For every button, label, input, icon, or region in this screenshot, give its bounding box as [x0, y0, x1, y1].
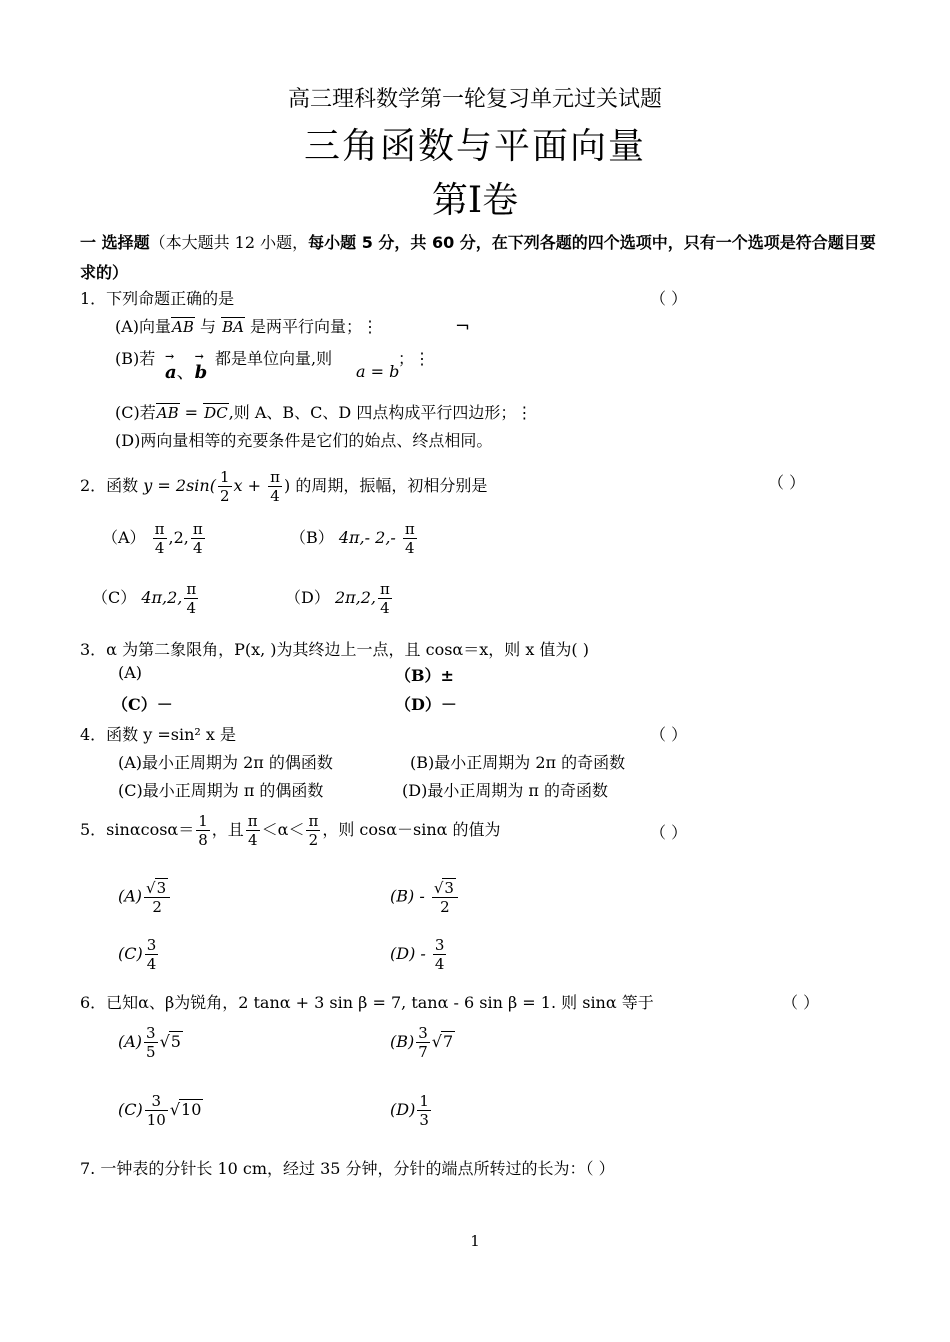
q5-n3: π: [308, 812, 319, 830]
q2-frac-1-d: 2: [219, 487, 230, 505]
q5-pre: 5．sinαcosα＝: [80, 820, 195, 839]
question-4-option-a: (A)最小正周期为 2π 的偶函数: [118, 753, 333, 772]
question-6-option-a: (A) $\frac{3}{5}$ √5: [118, 1024, 181, 1061]
question-5-bracket: （ ）: [650, 823, 688, 842]
q6b-d: 7: [418, 1043, 428, 1061]
question-6-stem: 6．已知α、β为锐角，2 tanα + 3 sin β = 7, tanα - 6 sin β = 1. 则 sinα 等于: [80, 993, 654, 1012]
q5d-frac: [433, 936, 447, 973]
q2-func-a: y = 2sin(: [143, 476, 216, 495]
q6b-n: 3: [418, 1024, 428, 1042]
question-5-option-b: [390, 878, 460, 916]
q6d-d: 3: [419, 1111, 429, 1129]
q2c-text: 4π,2,: [141, 588, 183, 607]
question-2-stem: [80, 468, 487, 505]
q2c-n: π: [186, 580, 197, 598]
q6d-n: 1: [419, 1092, 429, 1110]
q2a-n2: π: [192, 520, 203, 538]
q2a-d2: 4: [193, 539, 203, 557]
q2c-d: 4: [186, 599, 197, 617]
q5a-label: (A): [118, 886, 143, 906]
question-1-mark: ¬: [455, 316, 471, 337]
question-1-option-b-relation: a = b: [356, 362, 400, 381]
question-6-option-b: (B) $\frac{3}{7}$ √7: [390, 1024, 454, 1061]
q2a-d1: 4: [154, 539, 165, 557]
q5a-n: 3: [156, 879, 167, 897]
q5b-label: (B) -: [390, 886, 430, 906]
question-4-option-d: (D)最小正周期为 π 的奇函数: [402, 781, 609, 800]
q6b-frac: [416, 1024, 430, 1061]
q6b-root: 7: [443, 1032, 454, 1051]
q2c-frac: [184, 580, 198, 617]
q6c-frac: [145, 1092, 168, 1129]
exam-subtitle: 高三理科数学第一轮复习单元过关试题: [287, 87, 662, 112]
q2b-label: （B）: [290, 528, 334, 547]
question-1-option-b-text: 都是单位向量,则: [215, 349, 333, 368]
q1c-eq: =: [179, 403, 204, 422]
question-4-option-b: (B)最小正周期为 2π 的奇函数: [410, 753, 626, 772]
question-5-option-d: [390, 936, 448, 973]
q5b-frac: [432, 878, 458, 916]
q5-d2: 4: [247, 831, 258, 849]
question-1-option-d: (D)两向量相等的充要条件是它们的始点、终点相同。: [115, 431, 493, 450]
q2-func-b: x +: [233, 476, 267, 495]
q6a-root: 5: [170, 1032, 181, 1051]
q5a-frac: [144, 878, 170, 916]
q5c-n: 3: [146, 936, 157, 954]
section-note-end: ）: [112, 263, 129, 282]
q6c-d: 10: [146, 1111, 166, 1129]
question-3-option-d: （D）－: [395, 695, 457, 714]
q2c-label: （C）: [92, 588, 137, 607]
q1b-sep: 、: [176, 362, 195, 383]
question-3-option-b: （B）±: [395, 666, 454, 685]
q5b-n: 3: [444, 879, 454, 897]
q5c-frac: [145, 936, 159, 973]
question-5-option-a: [118, 878, 172, 916]
question-3-option-c: （C）－: [112, 695, 173, 714]
q2a-label: （A）: [102, 528, 146, 547]
q5c-d: 4: [146, 955, 157, 973]
question-6-option-c: (C) $\frac{3}{10}$ √10: [118, 1092, 202, 1129]
q1c-vector-dc: DC: [204, 404, 228, 422]
question-1-bracket: （ ）: [650, 289, 688, 308]
question-2-option-c: [92, 580, 200, 617]
q2-func-c: ): [283, 476, 291, 495]
q5d-n: 3: [434, 936, 445, 954]
q2a-frac-1: [153, 520, 167, 557]
question-1-stem: 1．下列命题正确的是: [80, 289, 235, 308]
question-4-option-c: (C)最小正周期为 π 的偶函数: [118, 781, 324, 800]
q6a-d: 5: [146, 1043, 156, 1061]
q5-frac-1: [196, 812, 210, 849]
q1c-pre: (C)若: [115, 403, 156, 422]
q1b-pre: (B)若: [115, 349, 156, 368]
section-heading: [80, 228, 880, 288]
question-3-option-a: (A): [118, 663, 143, 682]
q5-mid1: ，且: [211, 820, 244, 839]
q5-n1: 1: [198, 812, 208, 830]
q5b-num: √3: [432, 878, 458, 898]
q2b-n: π: [404, 520, 415, 538]
q5-mid2: ＜α＜: [261, 820, 305, 839]
q5-frac-2: [246, 812, 260, 849]
page-number: 1: [470, 1232, 480, 1250]
q1a-vector-ba: BA: [222, 318, 244, 336]
q2-frac-1: [218, 468, 232, 505]
q6c-root: 10: [181, 1100, 202, 1119]
question-1-option-b-end: ；⋮: [398, 349, 431, 368]
question-3-stem: 3．α 为第二象限角，P(x, )为其终边上一点，且 cosα＝x，则 x 值为( ): [80, 640, 590, 659]
q2a-frac-2: [191, 520, 205, 557]
q6d-frac: [417, 1092, 431, 1129]
question-2-option-a: [102, 520, 207, 557]
exam-title: 三角函数与平面向量: [303, 126, 646, 167]
section-label: 一 选择题: [80, 233, 150, 252]
q6a-label: (A): [118, 1032, 143, 1051]
q2d-text: 2π,2,: [334, 588, 376, 607]
q2-stem-pre: 2．函数: [80, 476, 139, 495]
q2d-frac: [378, 580, 392, 617]
q6b-label: (B): [390, 1032, 415, 1051]
q5d-label: (D) -: [390, 944, 431, 963]
q2b-frac: [403, 520, 417, 557]
q6d-label: (D): [390, 1100, 416, 1119]
q5b-d: 2: [440, 898, 450, 916]
question-6-bracket: （ ）: [782, 993, 820, 1012]
q6c-n: 3: [145, 1092, 168, 1111]
q2d-d: 4: [380, 599, 390, 617]
q5-n2: π: [247, 812, 258, 830]
q6a-n: 3: [146, 1024, 156, 1042]
q5-frac-3: [306, 812, 320, 849]
q2a-n1: π: [154, 520, 165, 538]
q6a-frac: [144, 1024, 158, 1061]
question-5-option-c: [118, 936, 160, 973]
q1c-vector-ab: AB: [156, 404, 179, 422]
q2-stem-post: 的周期，振幅，初相分别是: [295, 476, 488, 495]
question-7-stem: 7. 一钟表的分针长 10 cm，经过 35 分钟，分针的端点所转过的长为：（ ）: [80, 1159, 615, 1178]
question-4-stem: 4．函数 y =sin² x 是: [80, 725, 237, 744]
question-5-stem: [80, 812, 501, 849]
question-4-bracket: （ ）: [650, 725, 688, 744]
q2b-text: 4π,- 2,-: [338, 528, 401, 547]
question-2-option-b: [290, 520, 419, 557]
q6c-label: (C): [118, 1100, 143, 1119]
question-1-option-b: [115, 346, 155, 369]
q1a-post: 是两平行向量；⋮: [244, 317, 379, 336]
q2d-n: π: [379, 580, 390, 598]
question-2-bracket: （ ）: [768, 473, 806, 492]
q1b-vector-a: → a: [165, 362, 177, 383]
q5-d3: 2: [308, 831, 319, 849]
question-6-option-d: [390, 1092, 433, 1129]
section-note: （本大题共 12 小题，: [149, 233, 309, 252]
question-2-option-d: [285, 580, 394, 617]
q5d-d: 4: [434, 955, 445, 973]
section-note-bold: 每小题 5 分，共 60 分，在下列各题的四个选项中，只有一个选项是符合题目要求的: [80, 233, 876, 282]
q5a-num: √3: [144, 878, 170, 898]
question-1-option-c: [115, 400, 532, 423]
q2-frac-2: [268, 468, 282, 505]
q1b-vector-b: → b: [195, 362, 208, 383]
q1a-mid: 与: [194, 317, 222, 336]
q1c-post: ,则 A、B、C、D 四点构成平行四边形；⋮: [228, 403, 533, 422]
q2-frac-2-d: 4: [270, 487, 280, 505]
q5-d1: 8: [198, 831, 208, 849]
q1a-vector-ab: AB: [172, 318, 194, 336]
q2d-label: （D）: [285, 588, 330, 607]
q2a-mid: ,2,: [168, 528, 189, 547]
question-1-option-a: [115, 314, 378, 337]
question-1-option-b-vectors: [165, 358, 207, 384]
q5a-d: 2: [152, 898, 162, 916]
q2b-d: 4: [405, 539, 415, 557]
q5c-label: (C): [118, 944, 143, 963]
volume-title: 第I卷: [431, 180, 519, 221]
q5-post: ，则 cosα－sinα 的值为: [322, 820, 501, 839]
q2-frac-2-n: π: [270, 468, 280, 486]
q1a-pre: (A)向量: [115, 317, 172, 336]
q2-frac-1-n: 1: [219, 468, 230, 486]
